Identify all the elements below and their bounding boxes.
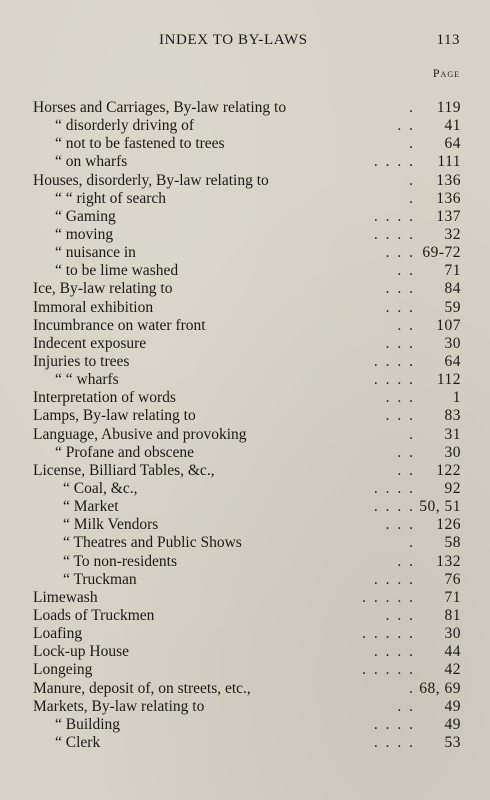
index-entry-text: Incumbrance on water front (33, 316, 206, 334)
index-entry-page: 53 (444, 733, 461, 751)
index-entry-text: License, Billiard Tables, &c., (33, 461, 215, 479)
index-entry-page: 42 (444, 661, 461, 679)
index-entry-page: 30 (444, 443, 461, 461)
index-entry-text: Indecent exposure (33, 334, 147, 352)
index-entry (33, 172, 461, 190)
index-entry-list (33, 99, 461, 752)
index-entry (33, 353, 461, 371)
index-entry-page: 59 (444, 298, 461, 316)
index-entry-text: Longeing (33, 661, 93, 679)
index-entry-page: 50, 51 (419, 498, 461, 516)
index-entry-leader: . . . (385, 389, 415, 407)
index-entry-page: 132 (436, 552, 461, 570)
index-entry (33, 280, 461, 298)
index-entry-text: Loads of Truckmen (33, 606, 155, 624)
index-entry-leader: . . . . (373, 733, 415, 751)
index-entry (33, 661, 461, 679)
index-entry-leader: . . (397, 117, 415, 135)
index-entry-leader: . . . . (373, 570, 415, 588)
index-entry-text: “ disorderly driving of (55, 117, 195, 135)
index-entry-leader: . . (397, 443, 415, 461)
index-entry-leader: . (409, 534, 415, 552)
index-entry-leader: . . . . (373, 715, 415, 733)
index-entry-text: Houses, disorderly, By-law relating to (33, 171, 269, 189)
index-entry (33, 607, 461, 625)
index-entry-leader: . (409, 99, 415, 116)
index-entry-page: 71 (444, 262, 461, 280)
index-entry (33, 389, 461, 407)
index-entry-page: 136 (436, 171, 461, 189)
index-entry (33, 444, 461, 462)
index-entry-leader: . . (397, 697, 415, 715)
index-entry-leader: . . . (385, 516, 415, 534)
index-entry-page: 49 (444, 715, 461, 733)
index-entry-page: 69-72 (422, 244, 461, 262)
index-entry-text: Manure, deposit of, on streets, etc., (33, 679, 251, 697)
index-entry-leader: . (409, 171, 415, 189)
index-entry-text: “ Milk Vendors (63, 516, 159, 534)
index-entry-text: Immoral exhibition (33, 298, 154, 316)
index-entry-text: Language, Abusive and provoking (33, 425, 247, 443)
index-entry-page: 41 (444, 117, 461, 135)
index-entry (33, 226, 461, 244)
index-entry-text: “ Theatres and Public Shows (63, 534, 242, 552)
running-head (0, 32, 490, 52)
index-entry-text: Lamps, By-law relating to (33, 407, 196, 425)
index-entry (33, 498, 461, 516)
index-entry-leader: . . . (385, 298, 415, 316)
index-entry-page: 30 (444, 334, 461, 352)
index-entry (33, 262, 461, 280)
index-entry (33, 680, 461, 698)
index-entry-text: “ “ right of search (55, 189, 167, 207)
index-entry (33, 480, 461, 498)
index-entry-page: 71 (444, 588, 461, 606)
index-entry-leader: . . (397, 552, 415, 570)
index-entry-leader: . . . . . (362, 661, 415, 679)
index-entry (33, 135, 461, 153)
index-entry-leader: . (409, 425, 415, 443)
index-entry-page: 122 (436, 461, 461, 479)
index-entry (33, 734, 461, 752)
index-entry-leader: . . . . (373, 479, 415, 497)
index-entry-text: Lock-up House (33, 643, 129, 661)
index-entry (33, 516, 461, 534)
index-entry (33, 426, 461, 444)
index-entry-page: 68, 69 (419, 679, 461, 697)
index-entry-page: 1 (452, 389, 461, 407)
index-entry-leader: . . . (385, 407, 415, 425)
index-entry-page: 112 (436, 371, 461, 389)
index-entry-leader: . . . . . (362, 588, 415, 606)
index-entry-text: “ to be lime washed (55, 262, 179, 280)
index-entry (33, 716, 461, 734)
index-entry-text: “ nuisance in (55, 244, 136, 262)
index-entry-text: “ Gaming (55, 207, 116, 225)
index-entry-text: Injuries to trees (33, 352, 130, 370)
index-entry (33, 371, 461, 389)
index-entry (33, 208, 461, 226)
index-entry (33, 99, 461, 117)
index-entry-text: “ Truckman (63, 570, 137, 588)
index-entry-text: Ice, By-law relating to (33, 280, 173, 298)
index-entry (33, 190, 461, 208)
index-entry-text: “ moving (55, 225, 114, 243)
index-entry-page: 136 (436, 189, 461, 207)
index-entry (33, 534, 461, 552)
index-entry-leader: . . (397, 461, 415, 479)
index-entry-leader: . (409, 679, 415, 697)
index-entry-page: 64 (444, 135, 461, 153)
index-entry-text: Loafing (33, 625, 83, 643)
index-entry (33, 317, 461, 335)
index-entry-page: 111 (437, 153, 461, 171)
index-entry-leader: . . . (385, 280, 415, 298)
index-entry-text: Limewash (33, 588, 98, 606)
index-entry-leader: . . . . (373, 371, 415, 389)
index-entry-leader: . . . . . (362, 625, 415, 643)
index-entry-leader: . . . . (373, 153, 415, 171)
index-entry (33, 698, 461, 716)
index-entry (33, 589, 461, 607)
index-entry-page: 107 (436, 316, 461, 334)
index-entry-page: 137 (436, 207, 461, 225)
index-entry (33, 625, 461, 643)
index-entry-page: 44 (444, 643, 461, 661)
page-column-label: Page (432, 66, 460, 80)
index-entry (33, 117, 461, 135)
index-entry-text: “ “ wharfs (55, 371, 119, 389)
index-entry-text: Horses and Carriages, By-law relating to (33, 99, 287, 116)
index-entry-leader: . (409, 135, 415, 153)
index-entry-leader: . . (397, 262, 415, 280)
index-entry-page: 84 (444, 280, 461, 298)
page-number: 113 (436, 32, 460, 48)
index-entry (33, 643, 461, 661)
index-entry-page: 31 (444, 425, 461, 443)
index-entry-page: 49 (444, 697, 461, 715)
index-entry-leader: . . (397, 316, 415, 334)
index-entry (33, 335, 461, 353)
index-entry-text: “ Coal, &c., (63, 479, 138, 497)
index-entry-text: “ Clerk (55, 733, 101, 751)
index-entry-text: “ To non-residents (63, 552, 177, 570)
index-entry-leader: . . . . (373, 498, 415, 516)
index-entry-page: 119 (436, 99, 461, 116)
index-entry-page: 92 (444, 479, 461, 497)
index-entry-page: 32 (444, 225, 461, 243)
index-entry-page: 83 (444, 407, 461, 425)
index-entry-leader: . (409, 189, 415, 207)
index-entry-page: 30 (444, 625, 461, 643)
index-entry-leader: . . . (385, 334, 415, 352)
index-entry-text: Markets, By-law relating to (33, 697, 205, 715)
index-entry-page: 76 (444, 570, 461, 588)
index-entry (33, 571, 461, 589)
index-entry (33, 244, 461, 262)
index-entry-text: Interpretation of words (33, 389, 176, 407)
index-entry-leader: . . . (385, 606, 415, 624)
index-entry-text: “ Profane and obscene (55, 443, 195, 461)
index-entry-page: 81 (444, 606, 461, 624)
index-entry (33, 553, 461, 571)
index-entry-leader: . . . . (373, 643, 415, 661)
index-entry (33, 462, 461, 480)
index-entry-leader: . . . . (373, 225, 415, 243)
index-entry (33, 407, 461, 425)
index-entry-page: 58 (444, 534, 461, 552)
index-entry-text: “ on wharfs (55, 153, 128, 171)
index-entry-leader: . . . . (373, 352, 415, 370)
index-entry-leader: . . . (385, 244, 415, 262)
index-entry (33, 299, 461, 317)
index-entry-leader: . . . . (373, 207, 415, 225)
running-head-title: INDEX TO BY-LAWS (159, 32, 308, 48)
index-entry (33, 153, 461, 171)
index-entry-page: 126 (436, 516, 461, 534)
index-entry-text: “ not to be fastened to trees (55, 135, 225, 153)
index-entry-page: 64 (444, 352, 461, 370)
index-entry-text: “ Market (63, 498, 119, 516)
index-entry-text: “ Building (55, 715, 121, 733)
